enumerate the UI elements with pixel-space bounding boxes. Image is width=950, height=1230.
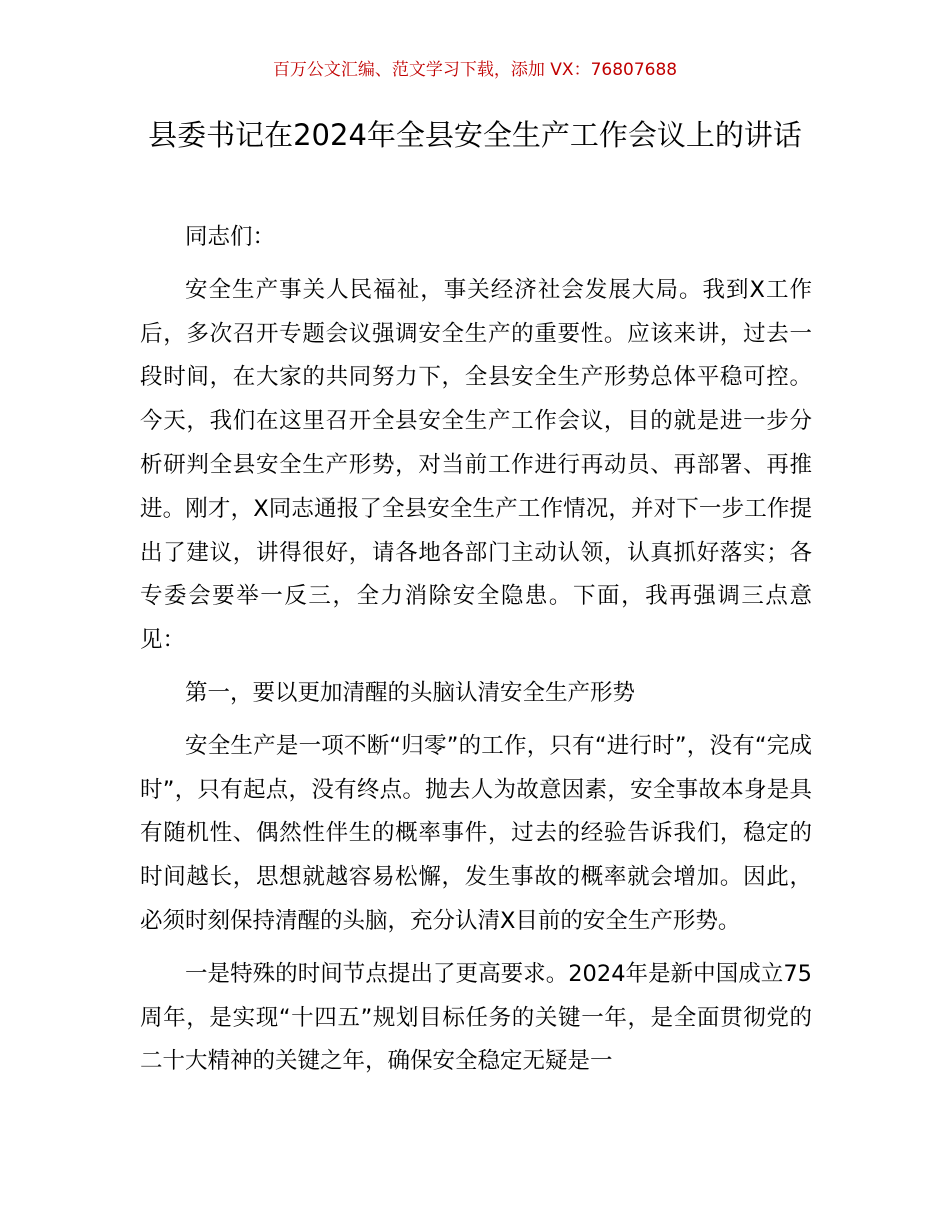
paragraph-intro: 安全生产事关人民福祉，事关经济社会发展大局。我到X工作后，多次召开专题会议强调安全生产的重要性。应该来讲，过去一段时间，在大家的共同努力下，全县安全生产形势总体平稳可控。今天，我们在这里召开全县安全生产工作会议，目的就是进一步分析研判全县安全生产形势，对当前工作进行再动员、再部署、再推进。刚才，X同志通报了全县安全生产工作情况，并对下一步工作提出了建议，讲得很好，请各地各部门主动认领，认真抓好落实；各专委会要举一反三，全力消除安全隐患。下面，我再强调三点意见： — [140, 276, 812, 654]
document-body — [140, 216, 812, 1093]
section-heading-first: 第一，要以更加清醒的头脑认清安全生产形势 — [185, 679, 636, 706]
document-title: 县委书记在2024年全县安全生产工作会议上的讲话 — [148, 118, 802, 152]
watermark-header: 百万公文汇编、范文学习下载，添加 VX：76807688 — [272, 60, 678, 80]
paragraph-point-one: 一是特殊的时间节点提出了更高要求。2024年是新中国成立75周年，是实现“十四五”规划目标任务的关键一年，是全面贯彻党的二十大精神的关键之年，确保安全稳定无疑是一 — [140, 960, 812, 1075]
salutation: 同志们： — [185, 224, 276, 250]
paragraph-section-one: 安全生产是一项不断“归零”的工作，只有“进行时”，没有“完成时”，只有起点，没有终点。抛去人为故意因素，安全事故本身是具有随机性、偶然性伴生的概率事件，过去的经验告诉我们，稳定的时间越长，思想就越容易松懈，发生事故的概率就会增加。因此，必须时刻保持清醒的头脑，充分认清X目前的安全生产形势。 — [140, 732, 812, 934]
